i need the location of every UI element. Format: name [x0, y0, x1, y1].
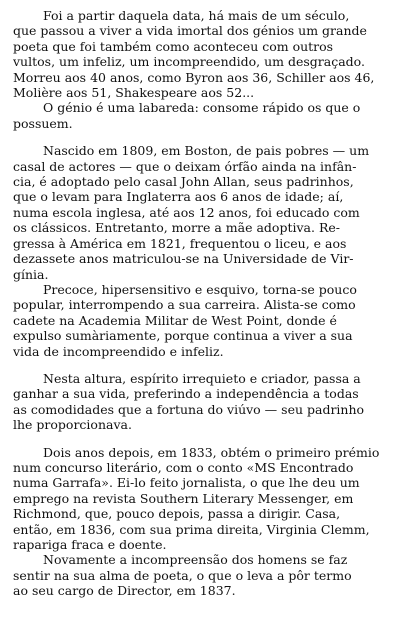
- text-line: numa Garrafa». Ei-lo feito jornalista, o que lhe deu um: [13, 475, 360, 491]
- text-line: cadete na Academia Militar de West Point, donde é: [13, 312, 337, 328]
- paragraph-resignation: [13, 552, 391, 598]
- text-line: as comodidades que a fortuna do viúvo — seu padrinho: [13, 401, 365, 417]
- paragraph-gap: [13, 359, 391, 371]
- text-line: Richmond, que, pouco depois, passa a dirigir. Casa,: [13, 506, 341, 522]
- text-line: dezassete anos matriculou-se na Universidade de Vir-: [13, 251, 354, 267]
- text-line: ganhar a sua vida, preferindo a independência a todas: [13, 386, 359, 402]
- paragraph-precocious: [13, 282, 391, 359]
- paragraph-independence: [13, 371, 391, 433]
- text-line: popular, interrompendo a sua carreira. Alista-se como: [13, 297, 356, 313]
- text-line: lhe proporcionava.: [13, 417, 132, 433]
- text-line: num concurso literário, com o conto «MS Encontrado: [13, 459, 354, 475]
- paragraph-prize: [13, 445, 391, 553]
- text-line: vultos, um infeliz, um incompreendido, um desgraçado.: [13, 54, 365, 70]
- text-line: expulso sumàriamente, porque continua a viver a sua: [13, 328, 353, 344]
- paragraph-gap: [13, 433, 391, 445]
- text-line: emprego na revista Southern Literary Messenger, em: [13, 490, 354, 506]
- text-line: Foi a partir daquela data, há mais de um século,: [43, 8, 350, 23]
- paragraph-birth: [13, 143, 391, 282]
- text-line: ao seu cargo de Director, em 1837.: [13, 583, 236, 599]
- text-line: Morreu aos 40 anos, como Byron aos 36, Schiller aos 46,: [13, 69, 375, 85]
- text-line: O génio é uma labareda: consome rápido os que o: [43, 100, 361, 116]
- text-line: então, em 1836, com sua prima direita, Virginia Clemm,: [13, 521, 370, 537]
- text-line: Precoce, hipersensitivo e esquivo, torna-se pouco: [43, 281, 357, 297]
- text-line: poeta que foi também como aconteceu com outros: [13, 38, 334, 54]
- paragraph-genius: [13, 100, 391, 131]
- text-line: Molière aos 51, Shakespeare aos 52...: [13, 85, 255, 101]
- paragraph-intro: [13, 8, 391, 100]
- text-line: rapariga fraca e doente.: [13, 537, 167, 552]
- text-line: gínia.: [13, 266, 49, 282]
- text-line: Dois anos depois, em 1833, obtém o primeiro prémio: [43, 444, 380, 460]
- text-line: sentir na sua alma de poeta, o que o leva a pôr termo: [13, 567, 352, 583]
- text-line: Nascido em 1809, em Boston, de pais pobres — um: [43, 143, 370, 159]
- text-line: que o levam para Inglaterra aos 6 anos de idade; aí,: [13, 189, 344, 205]
- text-line: Novamente a incompreensão dos homens se faz: [43, 552, 348, 568]
- text-line: numa escola inglesa, até aos 12 anos, foi educado com: [13, 204, 360, 220]
- text-line: possuem.: [13, 115, 73, 131]
- text-line: os clássicos. Entretanto, morre a mãe adoptiva. Re-: [13, 220, 340, 236]
- text-line: Nesta altura, espírito irrequieto e criador, passa a: [43, 370, 361, 386]
- text-line: cia, é adoptado pelo casal John Allan, seus padrinhos,: [13, 174, 354, 190]
- paragraph-gap: [13, 131, 391, 143]
- text-line: vida de incompreendido e infeliz.: [13, 343, 224, 359]
- text-line: casal de actores — que o deixam órfão ainda na infân-: [13, 158, 357, 174]
- text-line: que passou a viver a vida imortal dos génios um grande: [13, 23, 367, 39]
- text-line: gressa à América em 1821, frequentou o liceu, e aos: [13, 235, 347, 251]
